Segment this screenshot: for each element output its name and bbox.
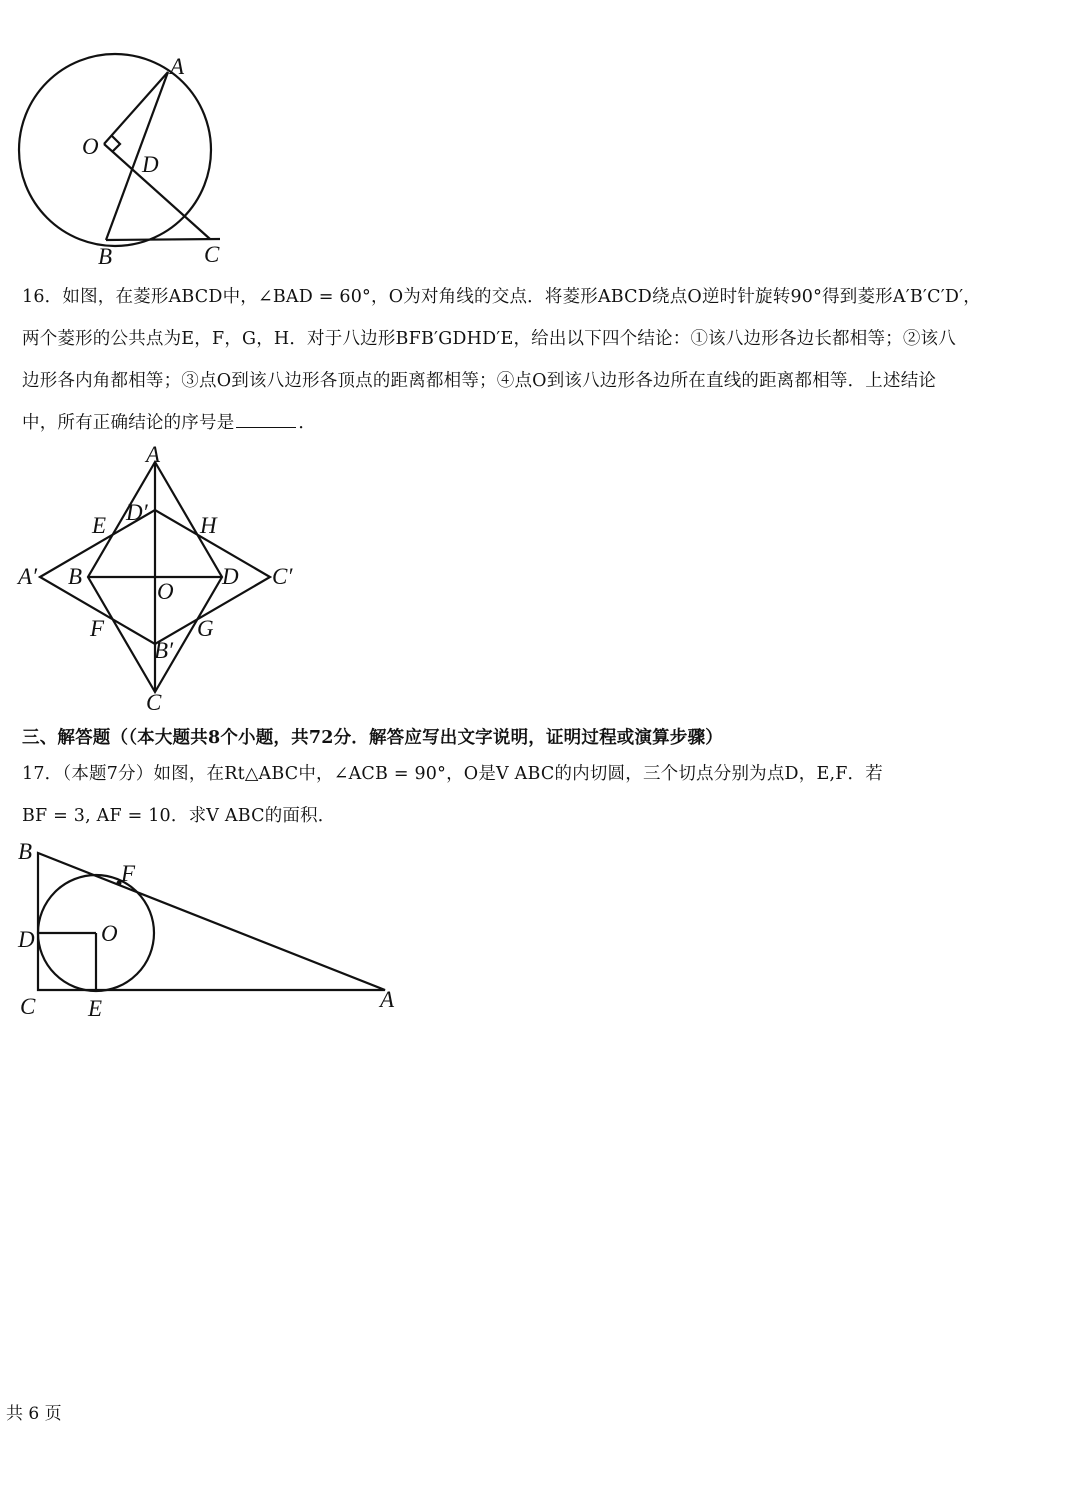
label-b: B [18,839,33,864]
segment-oa [104,72,168,144]
label-d: D [142,152,159,177]
label-b: B [68,564,83,589]
q16-line-1: 16．如图，在菱形ABCD中，∠BAD = 60°，O为对角线的交点．将菱形ABCD绕点O逆时针旋转90°得到菱形A′B′C′D′， [22,287,981,307]
segment-bc [106,239,220,240]
figure-circle-tangent [0,40,260,275]
right-angle-mark [112,136,120,152]
label-b: B [98,244,113,269]
label-e: E [88,996,103,1021]
q16-line-4-end: ． [298,413,317,433]
label-o: O [101,921,118,946]
q16-line-2: 两个菱形的公共点为E，F，G，H．对于八边形BFB′GDHD′E，给出以下四个结论：①该八边形各边长都相等；②该八 [22,329,956,349]
q17-line-1: 17．（本题7分）如图，在Rt△ABC中，∠ACB = 90°，O是V ABC的内切圆，三个切点分别为点D，E,F．若 [22,764,883,784]
label-c: C [204,242,220,267]
label-f: F [90,616,105,641]
label-b-prime: B′ [154,638,174,663]
label-o: O [82,134,99,159]
label-g: G [197,616,214,641]
q16-line-3: 边形各内角都相等；③点O到该八边形各顶点的距离都相等；④点O到该八边形各边所在直线的距离都相等．上述结论 [22,371,937,391]
label-e: E [92,513,107,538]
figure-right-triangle-incircle [0,835,420,1025]
segment-ab [106,72,168,240]
label-c: C [146,690,162,715]
q16-line-4-text: 中，所有正确结论的序号是 [22,413,235,433]
label-c: C [20,994,36,1019]
q16-line-4 [22,409,316,434]
figure-rhombus-octagon [0,440,320,718]
label-a: A [146,442,161,467]
label-c-prime: C′ [272,564,293,589]
label-a: A [380,987,395,1012]
label-d-prime: D′ [126,500,148,525]
page-count-footer: 共 6 页 [6,1404,62,1424]
label-a-prime: A′ [18,564,38,589]
answer-blank[interactable] [236,413,296,428]
label-d: D [222,564,239,589]
label-h: H [200,513,217,538]
label-a: A [170,54,185,79]
triangle-abc [38,853,385,990]
label-o: O [157,579,174,604]
label-f: F [121,861,136,886]
label-d: D [18,927,35,952]
q17-line-2: BF = 3, AF = 10．求V ABC的面积． [22,806,336,826]
section-3-heading: 三、解答题（（本大题共8个小题，共72分．解答应写出文字说明，证明过程或演算步骤） [22,728,723,748]
